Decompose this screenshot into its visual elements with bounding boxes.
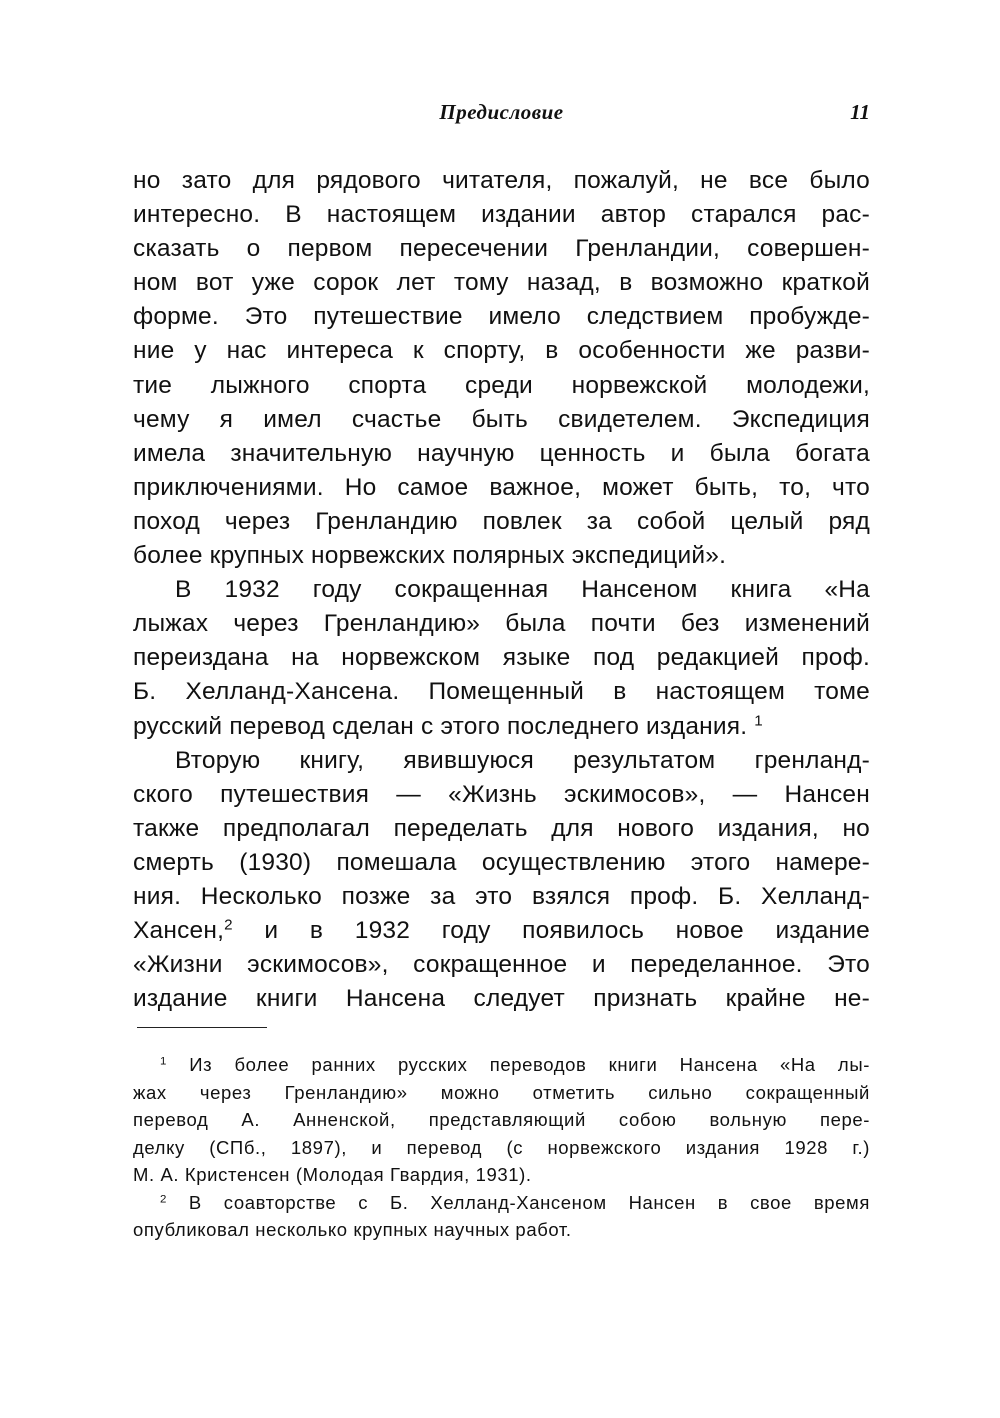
text-line: более крупных норвежских полярных экспедиций». <box>133 542 727 570</box>
text-fragment: и в 1932 году появилось новое издание <box>232 917 870 945</box>
footnote-line: жах через Гренландию» можно отметить сильно сокращенный <box>133 1081 870 1103</box>
running-head <box>133 100 870 132</box>
text-line: интересно. В настоящем издании автор старался рас- <box>133 201 870 229</box>
text-line: также предполагал переделать для нового издания, но <box>133 814 870 842</box>
text-fragment: русский перевод сделан с этого последнего издания. <box>133 712 748 740</box>
footnote-line <box>133 1051 870 1079</box>
text-line <box>133 914 870 948</box>
text-line: издание книги Нансена следует признать крайне не- <box>133 985 870 1013</box>
text-line: поход через Гренландию повлек за собой целый ряд <box>133 507 870 535</box>
text-line: В 1932 году сокращенная Нансеном книга «На <box>175 576 870 604</box>
footnote-reference: 2 <box>224 916 233 934</box>
text-line: Б. Хелланд-Хансена. Помещенный в настоящем томе <box>133 678 870 706</box>
text-line: но зато для рядового читателя, пожалуй, не все было <box>133 167 870 194</box>
text-line: ского путешествия — «Жизнь эскимосов», — Нансен <box>133 780 870 808</box>
footnote-line <box>133 1189 870 1217</box>
page-number: 11 <box>850 100 870 124</box>
footnotes <box>133 1051 870 1244</box>
footnote-line: делку (СПб., 1897), и перевод (с норвежского издания 1928 г.) <box>133 1136 870 1158</box>
text-line: сказать о первом пересечении Гренландии, совершен- <box>133 235 870 263</box>
text-fragment: В соавторстве с Б. Хелланд-Хансеном Нансен в свое время <box>188 1191 870 1213</box>
footnote-marker: 1 <box>160 1055 167 1068</box>
running-title: Предисловие <box>439 100 564 124</box>
text-line: тие лыжного спорта среди норвежской молодежи, <box>133 371 870 399</box>
footnote-marker: 2 <box>160 1193 167 1206</box>
text-line: «Жизни эскимосов», сокращенное и переделанное. Это <box>133 951 870 979</box>
text-line: чему я имел счастье быть свидетелем. Экспедиция <box>133 405 870 433</box>
text-fragment: Из более ранних русских переводов книги Нансена «На лы- <box>189 1054 870 1075</box>
footnote-line: М. А. Кристенсен (Молодая Гвардия, 1931). <box>133 1164 532 1185</box>
main-text <box>133 164 870 1016</box>
footnote-reference: 1 <box>754 712 763 730</box>
text-line: ния. Несколько позже за это взялся проф. Б. Хелланд- <box>133 882 870 910</box>
text-line: смерть (1930) помешала осуществлению этого намере- <box>133 848 870 876</box>
text-line: форме. Это путешествие имело следствием пробужде- <box>133 303 870 331</box>
text-line: Вторую книгу, явившуюся результатом гренланд- <box>175 746 870 774</box>
footnote-line: опубликовал несколько крупных научных работ. <box>133 1219 572 1240</box>
text-fragment: Хансен, <box>133 917 225 945</box>
text-line <box>133 710 870 744</box>
footnote-line: перевод А. Анненской, представляющий собою вольную пере- <box>133 1109 870 1130</box>
text-line: лыжах через Гренландию» была почти без изменений <box>133 610 870 638</box>
text-line: приключениями. Но самое важное, может быть, то, что <box>133 473 870 501</box>
text-line: ние у нас интереса к спорту, в особенности же разви- <box>133 337 870 365</box>
text-line: ном вот уже сорок лет тому назад, в возможно краткой <box>133 269 870 297</box>
footnote-divider <box>137 1027 267 1028</box>
text-line: переиздана на норвежском языке под редакцией проф. <box>133 644 870 672</box>
text-line: имела значительную научную ценность и была богата <box>133 439 870 467</box>
